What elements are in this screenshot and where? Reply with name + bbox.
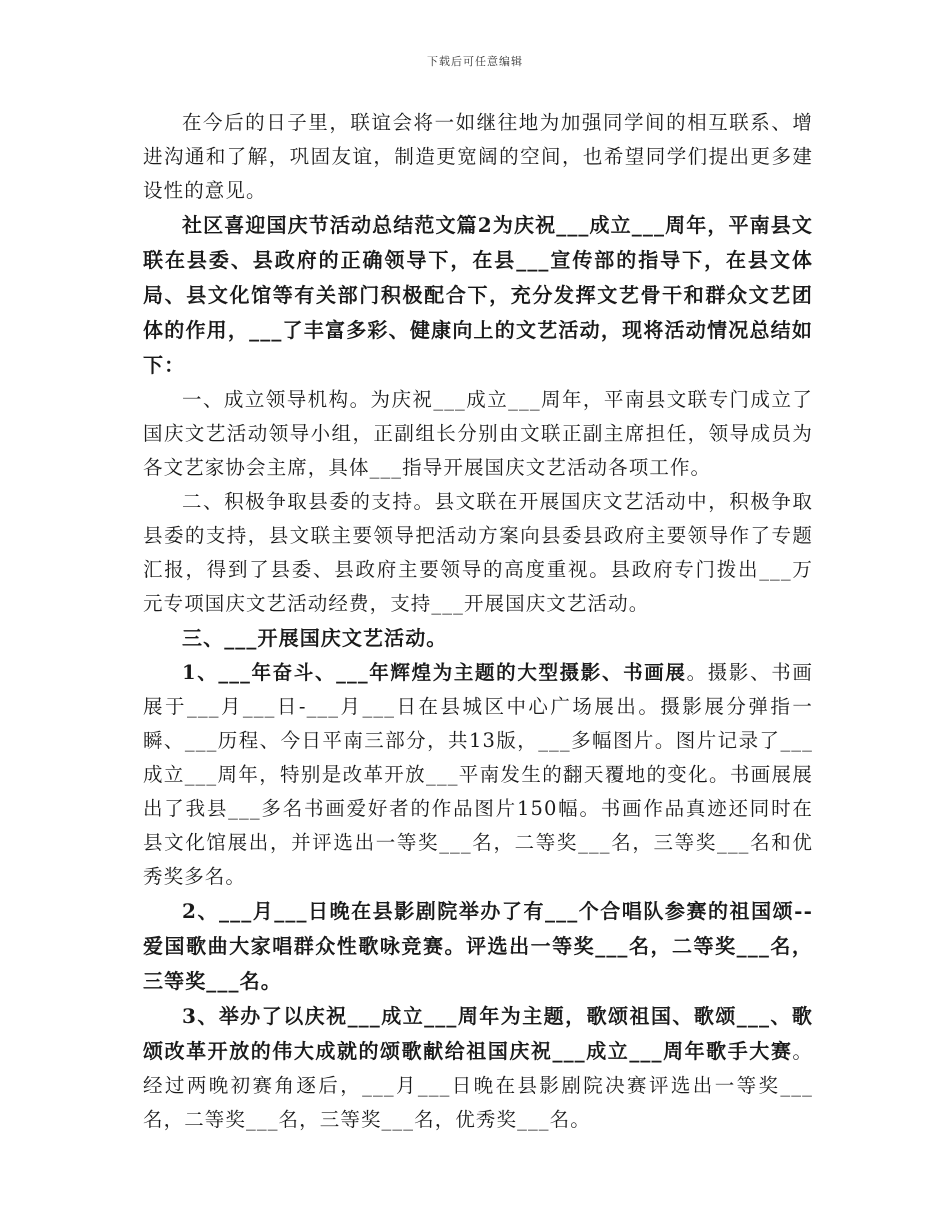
item-3-heading: 3、举办了以庆祝___成立___周年为主题，歌颂祖国、歌颂___、歌颂改革开放的伟大成就的颂歌献给祖国庆祝___成立___周年歌手大赛 [143, 1004, 813, 1063]
document-body [143, 106, 813, 1137]
paragraph-item-3 [143, 999, 813, 1137]
paragraph-title: 社区喜迎国庆节活动总结范文篇2为庆祝___成立___周年，平南县文联在县委、县政府的正确领导下，在县___宣传部的指导下，在县文体局、县文化馆等有关部门积极配合下，充分发挥文艺骨干和群众文艺团体的作用，___了丰富多彩、健康向上的文艺活动，现将活动情况总结如下： [143, 213, 813, 377]
item-1-heading: 1、___年奋斗、___年辉煌为主题的大型摄影、书画展 [182, 661, 687, 684]
item-3-body: 。经过两晚初赛角逐后，___月___日晚在县影剧院决赛评选出一等奖___名，二等奖___名，三等奖___名，优秀奖___名。 [143, 1040, 813, 1131]
item-1-body: 。摄影、书画展于___月___日-___月___日在县城区中心广场展出。摄影展分弹指一瞬、___历程、今日平南三部分，共13版，___多幅图片。图片记录了___成立___周年，特别是改革开放___平南发生的翻天覆地的变化。书画展展出了我县___多名书画爱好者的作品图片150幅。书画作品真迹还同时在县文化馆展出，并评选出一等奖___名，二等奖___名，三等奖___名和优秀奖多名。 [143, 661, 813, 888]
paragraph-item-2: 2、___月___日晚在县影剧院举办了有___个合唱队参赛的祖国颂--爱国歌曲大家唱群众性歌咏竞赛。评选出一等奖___名，二等奖___名，三等奖___名。 [143, 899, 813, 993]
paragraph-section-3-heading: 三、___开展国庆文艺活动。 [182, 626, 448, 650]
paragraph-item-1 [143, 656, 813, 894]
page-header: 下载后可任意编辑 [427, 55, 523, 68]
paragraph-section-1: 一、成立领导机构。为庆祝___成立___周年，平南县文联专门成立了国庆文艺活动领导小组，正副组长分别由文联正副主席担任，领导成员为各文艺家协会主席，具体___指导开展国庆文艺活动各项工作。 [143, 388, 813, 479]
paragraph-closing: 在今后的日子里，联谊会将一如继往地为加强同学间的相互联系、增进沟通和了解，巩固友谊，制造更宽阔的空间，也希望同学们提出更多建设性的意见。 [143, 111, 813, 202]
paragraph-section-2: 二、积极争取县委的支持。县文联在开展国庆文艺活动中，积极争取县委的支持，县文联主要领导把活动方案向县委县政府主要领导作了专题汇报，得到了县委、县政府主要领导的高度重视。县政府专门拨出___万元专项国庆文艺活动经费，支持___开展国庆文艺活动。 [143, 490, 813, 615]
